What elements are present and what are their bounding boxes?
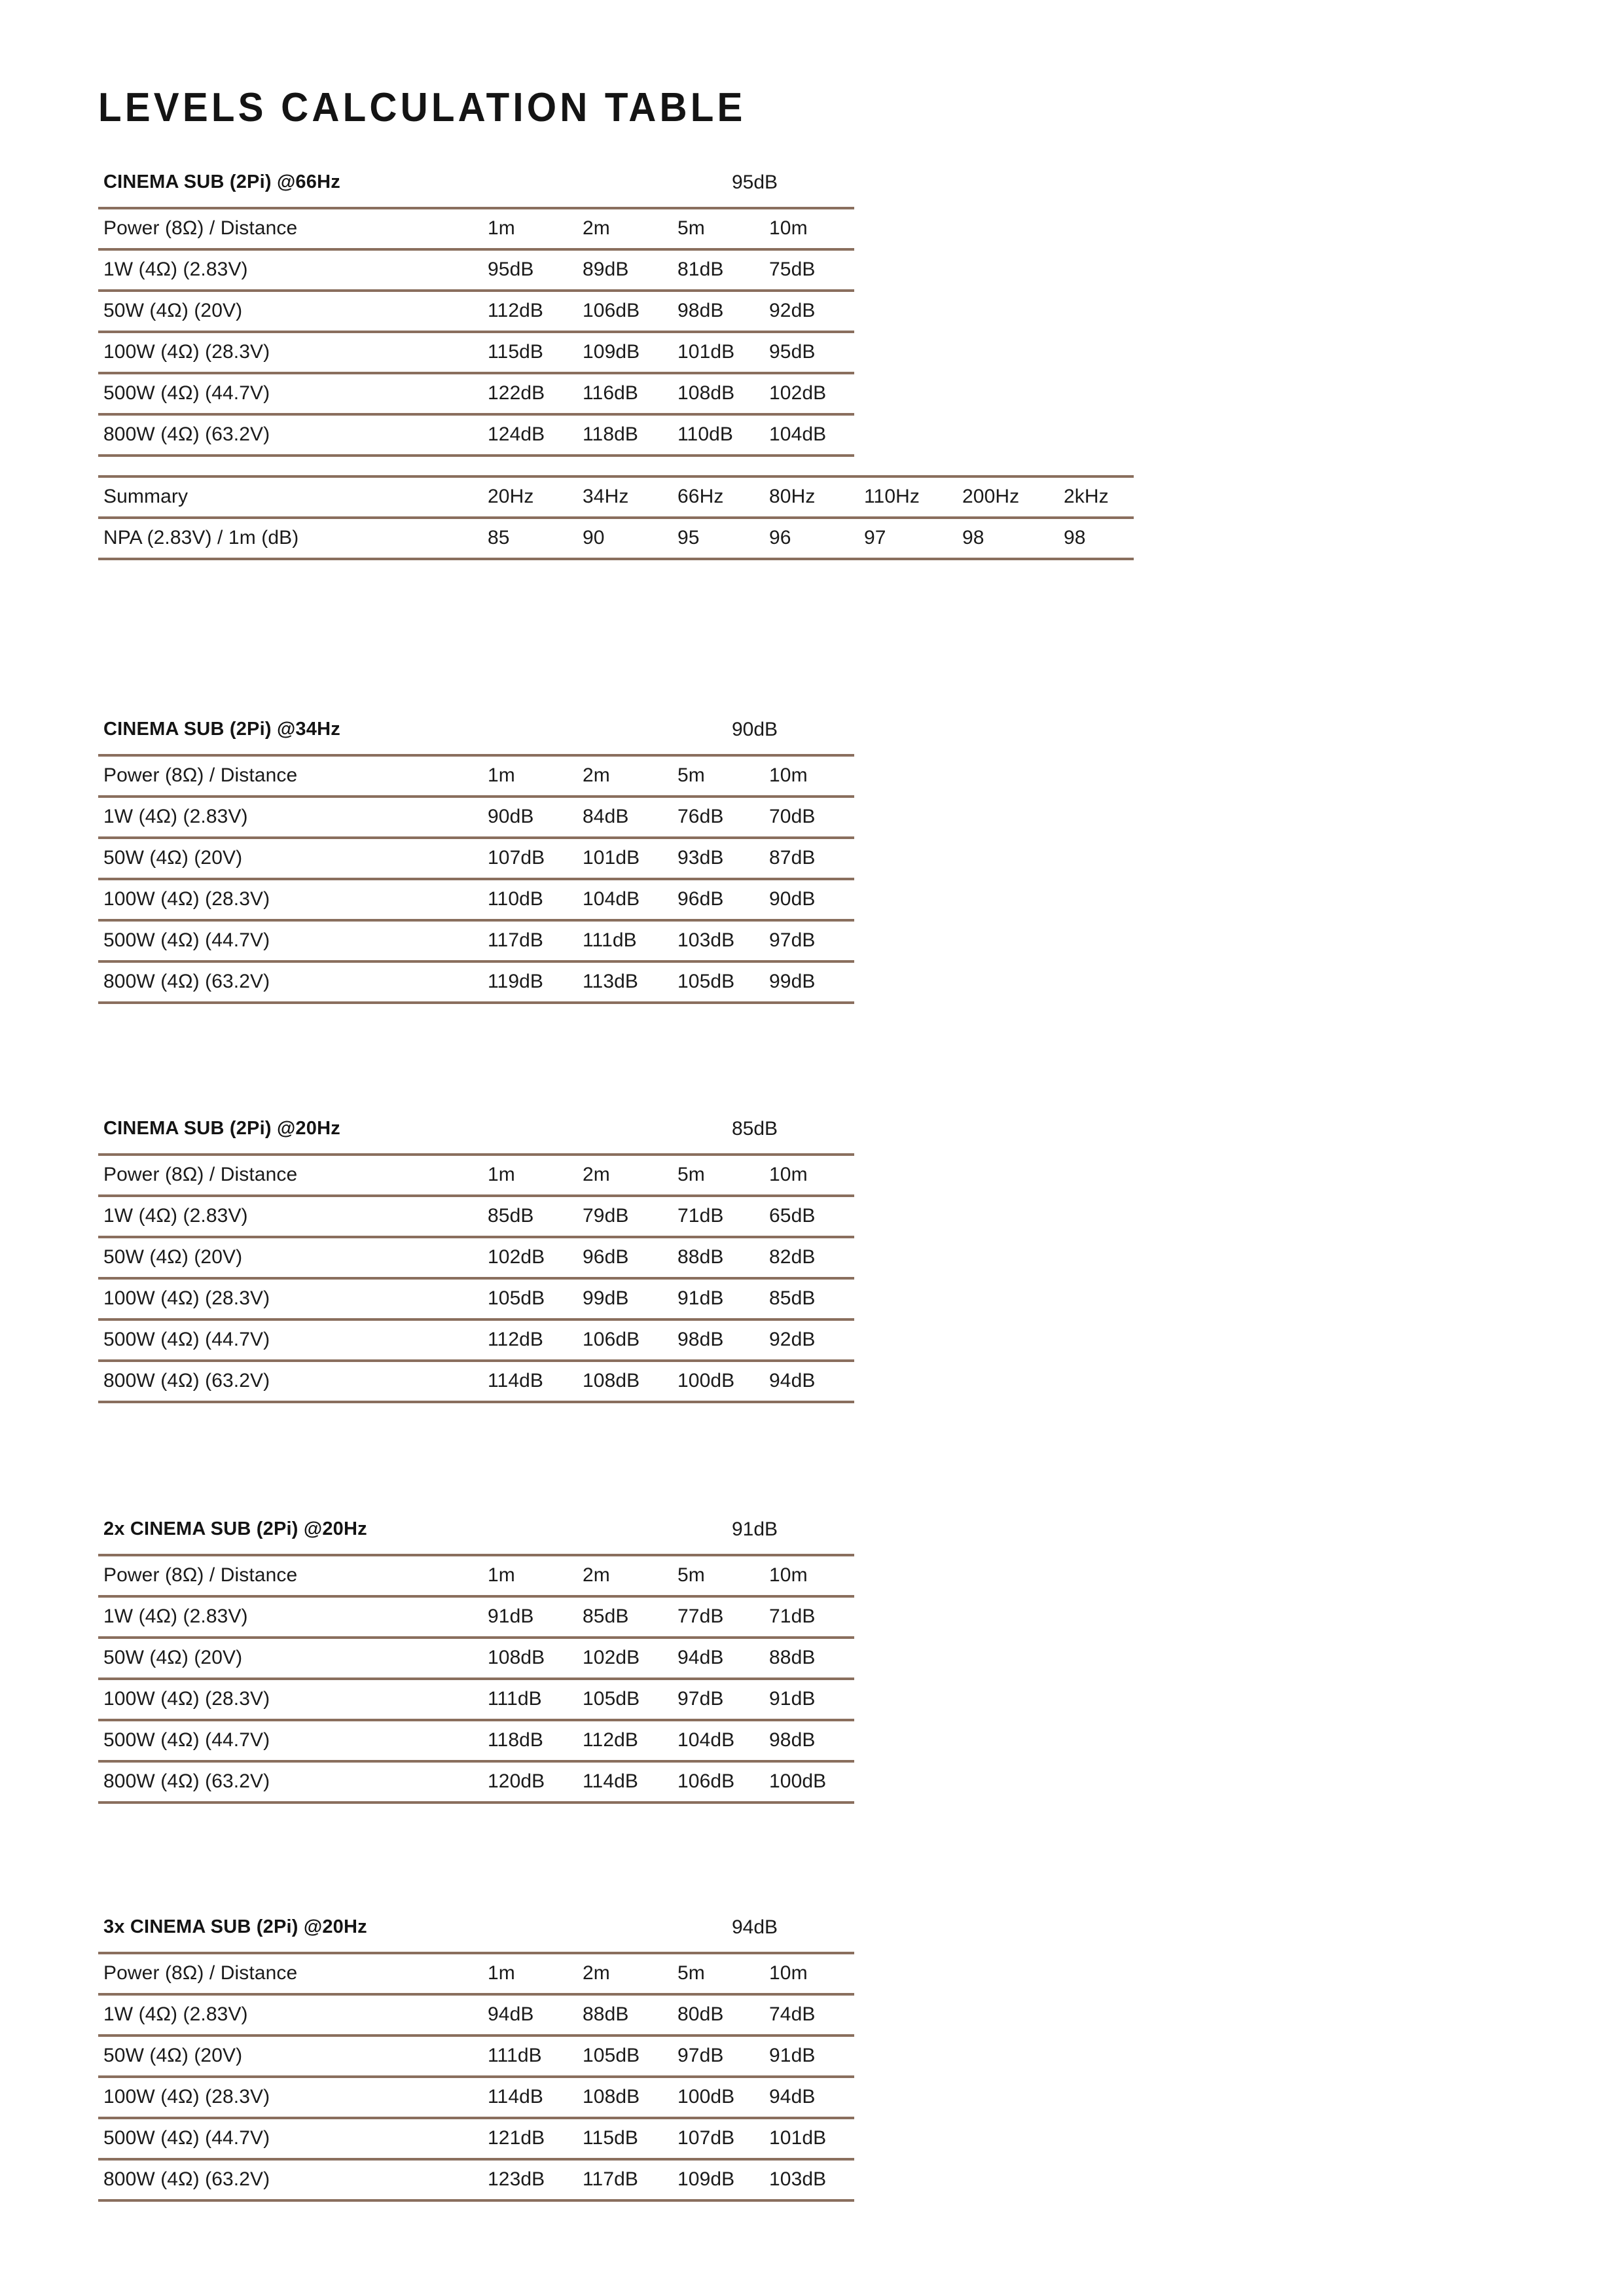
cell-2m: 109dB xyxy=(583,341,640,363)
column-header-power-distance: Power (8Ω) / Distance xyxy=(103,764,298,786)
cell-1m: 111dB xyxy=(488,1688,542,1710)
table-caption-row xyxy=(98,713,854,757)
table-row xyxy=(98,1197,854,1238)
cell-5m: 109dB xyxy=(677,2168,735,2190)
table-caption-row xyxy=(98,1113,854,1156)
cell-1m: 118dB xyxy=(488,1729,544,1751)
column-header-5m: 5m xyxy=(677,1564,705,1586)
table-row xyxy=(98,333,854,374)
cell-5m: 98dB xyxy=(677,300,724,321)
table-caption-value: 94dB xyxy=(732,1916,778,1938)
cell-10m: 99dB xyxy=(769,971,816,992)
row-label: 800W (4Ω) (63.2V) xyxy=(103,1770,270,1792)
table-caption-row xyxy=(98,1513,854,1556)
summary-label: Summary xyxy=(103,486,189,507)
table-row xyxy=(98,1680,854,1721)
column-header-2khz: 2kHz xyxy=(1064,486,1109,507)
column-header-1m: 1m xyxy=(488,1962,515,1984)
table-row xyxy=(98,798,854,839)
cell-80hz: 96 xyxy=(769,527,791,548)
table-row xyxy=(98,2037,854,2078)
cell-10m: 92dB xyxy=(769,1329,816,1350)
cell-2m: 115dB xyxy=(583,2127,639,2149)
table-row xyxy=(98,839,854,880)
levels-table-2 xyxy=(98,1113,854,1403)
table-row xyxy=(98,1321,854,1362)
table-row xyxy=(98,880,854,922)
cell-10m: 82dB xyxy=(769,1246,816,1268)
row-label: 1W (4Ω) (2.83V) xyxy=(103,806,248,827)
column-header-5m: 5m xyxy=(677,1962,705,1984)
cell-2m: 84dB xyxy=(583,806,629,827)
cell-5m: 80dB xyxy=(677,2003,724,2025)
table-row xyxy=(98,1280,854,1321)
table-row xyxy=(98,2078,854,2119)
cell-2khz: 98 xyxy=(1064,527,1086,548)
cell-10m: 70dB xyxy=(769,806,816,827)
column-header-34hz: 34Hz xyxy=(583,486,629,507)
column-header-200hz: 200Hz xyxy=(962,486,1020,507)
cell-2m: 118dB xyxy=(583,423,639,445)
cell-10m: 65dB xyxy=(769,1205,816,1227)
cell-200hz: 98 xyxy=(962,527,984,548)
cell-10m: 100dB xyxy=(769,1770,827,1792)
cell-5m: 100dB xyxy=(677,1370,735,1391)
row-label: 100W (4Ω) (28.3V) xyxy=(103,1287,270,1309)
row-label: 1W (4Ω) (2.83V) xyxy=(103,2003,248,2025)
cell-1m: 107dB xyxy=(488,847,545,869)
table-row xyxy=(98,1996,854,2037)
row-label: 800W (4Ω) (63.2V) xyxy=(103,1370,270,1391)
cell-5m: 91dB xyxy=(677,1287,724,1309)
cell-2m: 105dB xyxy=(583,1688,640,1710)
column-header-1m: 1m xyxy=(488,1164,515,1185)
row-label: 500W (4Ω) (44.7V) xyxy=(103,2127,270,2149)
row-label: 50W (4Ω) (20V) xyxy=(103,2045,243,2066)
table-header-row xyxy=(98,1156,854,1197)
row-label: 1W (4Ω) (2.83V) xyxy=(103,1205,248,1227)
cell-2m: 116dB xyxy=(583,382,639,404)
table-header-row xyxy=(98,757,854,798)
page-title: LEVELS CALCULATION TABLE xyxy=(98,85,746,130)
column-header-1m: 1m xyxy=(488,217,515,239)
cell-5m: 97dB xyxy=(677,1688,724,1710)
cell-5m: 106dB xyxy=(677,1770,735,1792)
cell-1m: 122dB xyxy=(488,382,545,404)
cell-1m: 94dB xyxy=(488,2003,534,2025)
cell-2m: 102dB xyxy=(583,1647,640,1668)
summary-table xyxy=(98,475,1134,560)
column-header-1m: 1m xyxy=(488,1564,515,1586)
column-header-2m: 2m xyxy=(583,1164,610,1185)
cell-2m: 89dB xyxy=(583,259,629,280)
column-header-80hz: 80Hz xyxy=(769,486,816,507)
column-header-2m: 2m xyxy=(583,764,610,786)
cell-1m: 108dB xyxy=(488,1647,545,1668)
cell-5m: 76dB xyxy=(677,806,724,827)
cell-10m: 94dB xyxy=(769,2086,816,2108)
cell-5m: 101dB xyxy=(677,341,735,363)
table-row xyxy=(98,963,854,1004)
cell-1m: 111dB xyxy=(488,2045,542,2066)
table-row xyxy=(98,1362,854,1403)
cell-2m: 96dB xyxy=(583,1246,629,1268)
column-header-2m: 2m xyxy=(583,1564,610,1586)
cell-5m: 108dB xyxy=(677,382,735,404)
cell-1m: 121dB xyxy=(488,2127,545,2149)
table-caption-value: 95dB xyxy=(732,171,778,193)
summary-data-row xyxy=(98,519,1134,560)
cell-2m: 99dB xyxy=(583,1287,629,1309)
row-label: 500W (4Ω) (44.7V) xyxy=(103,382,270,404)
column-header-5m: 5m xyxy=(677,217,705,239)
cell-5m: 100dB xyxy=(677,2086,735,2108)
cell-5m: 96dB xyxy=(677,888,724,910)
cell-10m: 98dB xyxy=(769,1729,816,1751)
table-row xyxy=(98,1598,854,1639)
cell-1m: 102dB xyxy=(488,1246,545,1268)
table-row xyxy=(98,416,854,457)
column-header-20hz: 20Hz xyxy=(488,486,534,507)
column-header-1m: 1m xyxy=(488,764,515,786)
cell-2m: 106dB xyxy=(583,1329,640,1350)
summary-header-row xyxy=(98,478,1134,519)
table-caption-label: CINEMA SUB (2Pi) @66Hz xyxy=(103,171,340,192)
column-header-5m: 5m xyxy=(677,764,705,786)
table-caption-label: 3x CINEMA SUB (2Pi) @20Hz xyxy=(103,1916,367,1937)
cell-2m: 85dB xyxy=(583,1605,629,1627)
table-row xyxy=(98,251,854,292)
cell-5m: 110dB xyxy=(677,423,734,445)
cell-1m: 91dB xyxy=(488,1605,534,1627)
cell-1m: 112dB xyxy=(488,300,544,321)
column-header-110hz: 110Hz xyxy=(864,486,920,507)
cell-2m: 79dB xyxy=(583,1205,629,1227)
row-label-npa: NPA (2.83V) / 1m (dB) xyxy=(103,527,299,548)
levels-table-4 xyxy=(98,1911,854,2202)
cell-10m: 88dB xyxy=(769,1647,816,1668)
table-caption-value: 90dB xyxy=(732,719,778,740)
cell-5m: 97dB xyxy=(677,2045,724,2066)
cell-10m: 85dB xyxy=(769,1287,816,1309)
cell-2m: 105dB xyxy=(583,2045,640,2066)
table-row xyxy=(98,1721,854,1763)
row-label: 100W (4Ω) (28.3V) xyxy=(103,1688,270,1710)
row-label: 1W (4Ω) (2.83V) xyxy=(103,1605,248,1627)
column-header-power-distance: Power (8Ω) / Distance xyxy=(103,1564,298,1586)
column-header-power-distance: Power (8Ω) / Distance xyxy=(103,1962,298,1984)
cell-2m: 111dB xyxy=(583,929,637,951)
cell-1m: 123dB xyxy=(488,2168,545,2190)
row-label: 50W (4Ω) (20V) xyxy=(103,1647,243,1668)
row-label: 800W (4Ω) (63.2V) xyxy=(103,2168,270,2190)
cell-1m: 105dB xyxy=(488,1287,545,1309)
cell-5m: 107dB xyxy=(677,2127,735,2149)
table-header-row xyxy=(98,1556,854,1598)
cell-5m: 71dB xyxy=(677,1205,724,1227)
cell-2m: 114dB xyxy=(583,1770,639,1792)
row-label: 50W (4Ω) (20V) xyxy=(103,847,243,869)
table-caption-value: 85dB xyxy=(732,1118,778,1139)
cell-5m: 94dB xyxy=(677,1647,724,1668)
column-header-2m: 2m xyxy=(583,1962,610,1984)
table-caption-label: CINEMA SUB (2Pi) @34Hz xyxy=(103,719,340,740)
cell-1m: 90dB xyxy=(488,806,534,827)
column-header-5m: 5m xyxy=(677,1164,705,1185)
cell-10m: 91dB xyxy=(769,1688,816,1710)
column-header-10m: 10m xyxy=(769,1564,808,1586)
table-row xyxy=(98,1238,854,1280)
cell-66hz: 95 xyxy=(677,527,700,548)
cell-5m: 77dB xyxy=(677,1605,724,1627)
cell-10m: 101dB xyxy=(769,2127,827,2149)
cell-5m: 104dB xyxy=(677,1729,735,1751)
column-header-10m: 10m xyxy=(769,217,808,239)
cell-10m: 103dB xyxy=(769,2168,827,2190)
column-header-power-distance: Power (8Ω) / Distance xyxy=(103,217,298,239)
cell-2m: 88dB xyxy=(583,2003,629,2025)
cell-20hz: 85 xyxy=(488,527,510,548)
cell-1m: 119dB xyxy=(488,971,544,992)
cell-5m: 103dB xyxy=(677,929,735,951)
cell-10m: 71dB xyxy=(769,1605,816,1627)
cell-2m: 113dB xyxy=(583,971,639,992)
cell-1m: 95dB xyxy=(488,259,534,280)
cell-10m: 87dB xyxy=(769,847,816,869)
table-caption-row xyxy=(98,166,854,209)
table-header-row xyxy=(98,1954,854,1996)
levels-table-1 xyxy=(98,713,854,1004)
cell-10m: 95dB xyxy=(769,341,816,363)
table-row xyxy=(98,922,854,963)
cell-2m: 101dB xyxy=(583,847,640,869)
cell-5m: 81dB xyxy=(677,259,724,280)
cell-2m: 108dB xyxy=(583,2086,640,2108)
column-header-66hz: 66Hz xyxy=(677,486,724,507)
cell-1m: 114dB xyxy=(488,2086,544,2108)
cell-10m: 104dB xyxy=(769,423,827,445)
row-label: 500W (4Ω) (44.7V) xyxy=(103,1329,270,1350)
levels-table-3 xyxy=(98,1513,854,1804)
row-label: 500W (4Ω) (44.7V) xyxy=(103,1729,270,1751)
cell-10m: 74dB xyxy=(769,2003,816,2025)
cell-1m: 117dB xyxy=(488,929,544,951)
cell-110hz: 97 xyxy=(864,527,886,548)
row-label: 50W (4Ω) (20V) xyxy=(103,1246,243,1268)
table-caption-label: 2x CINEMA SUB (2Pi) @20Hz xyxy=(103,1518,367,1539)
cell-1m: 110dB xyxy=(488,888,544,910)
column-header-10m: 10m xyxy=(769,1962,808,1984)
table-row xyxy=(98,292,854,333)
row-label: 100W (4Ω) (28.3V) xyxy=(103,2086,270,2108)
cell-2m: 108dB xyxy=(583,1370,640,1391)
row-label: 800W (4Ω) (63.2V) xyxy=(103,971,270,992)
cell-1m: 85dB xyxy=(488,1205,534,1227)
cell-10m: 90dB xyxy=(769,888,816,910)
row-label: 1W (4Ω) (2.83V) xyxy=(103,259,248,280)
table-row xyxy=(98,2119,854,2161)
levels-table-0 xyxy=(98,166,854,457)
cell-2m: 112dB xyxy=(583,1729,639,1751)
table-caption-label: CINEMA SUB (2Pi) @20Hz xyxy=(103,1118,340,1139)
cell-5m: 93dB xyxy=(677,847,724,869)
cell-10m: 102dB xyxy=(769,382,827,404)
cell-5m: 105dB xyxy=(677,971,735,992)
cell-1m: 115dB xyxy=(488,341,544,363)
cell-2m: 106dB xyxy=(583,300,640,321)
row-label: 500W (4Ω) (44.7V) xyxy=(103,929,270,951)
column-header-10m: 10m xyxy=(769,1164,808,1185)
table-caption-value: 91dB xyxy=(732,1518,778,1540)
column-header-2m: 2m xyxy=(583,217,610,239)
row-label: 100W (4Ω) (28.3V) xyxy=(103,888,270,910)
cell-34hz: 90 xyxy=(583,527,605,548)
cell-10m: 92dB xyxy=(769,300,816,321)
cell-2m: 117dB xyxy=(583,2168,639,2190)
cell-5m: 88dB xyxy=(677,1246,724,1268)
table-row xyxy=(98,2161,854,2202)
column-header-10m: 10m xyxy=(769,764,808,786)
cell-1m: 124dB xyxy=(488,423,545,445)
cell-1m: 114dB xyxy=(488,1370,544,1391)
cell-2m: 104dB xyxy=(583,888,640,910)
table-caption-row xyxy=(98,1911,854,1954)
cell-10m: 97dB xyxy=(769,929,816,951)
cell-5m: 98dB xyxy=(677,1329,724,1350)
table-row xyxy=(98,374,854,416)
cell-10m: 91dB xyxy=(769,2045,816,2066)
row-label: 50W (4Ω) (20V) xyxy=(103,300,243,321)
table-header-row xyxy=(98,209,854,251)
row-label: 800W (4Ω) (63.2V) xyxy=(103,423,270,445)
cell-10m: 75dB xyxy=(769,259,816,280)
cell-1m: 112dB xyxy=(488,1329,544,1350)
table-row xyxy=(98,1763,854,1804)
table-row xyxy=(98,1639,854,1680)
cell-1m: 120dB xyxy=(488,1770,545,1792)
cell-10m: 94dB xyxy=(769,1370,816,1391)
column-header-power-distance: Power (8Ω) / Distance xyxy=(103,1164,298,1185)
row-label: 100W (4Ω) (28.3V) xyxy=(103,341,270,363)
